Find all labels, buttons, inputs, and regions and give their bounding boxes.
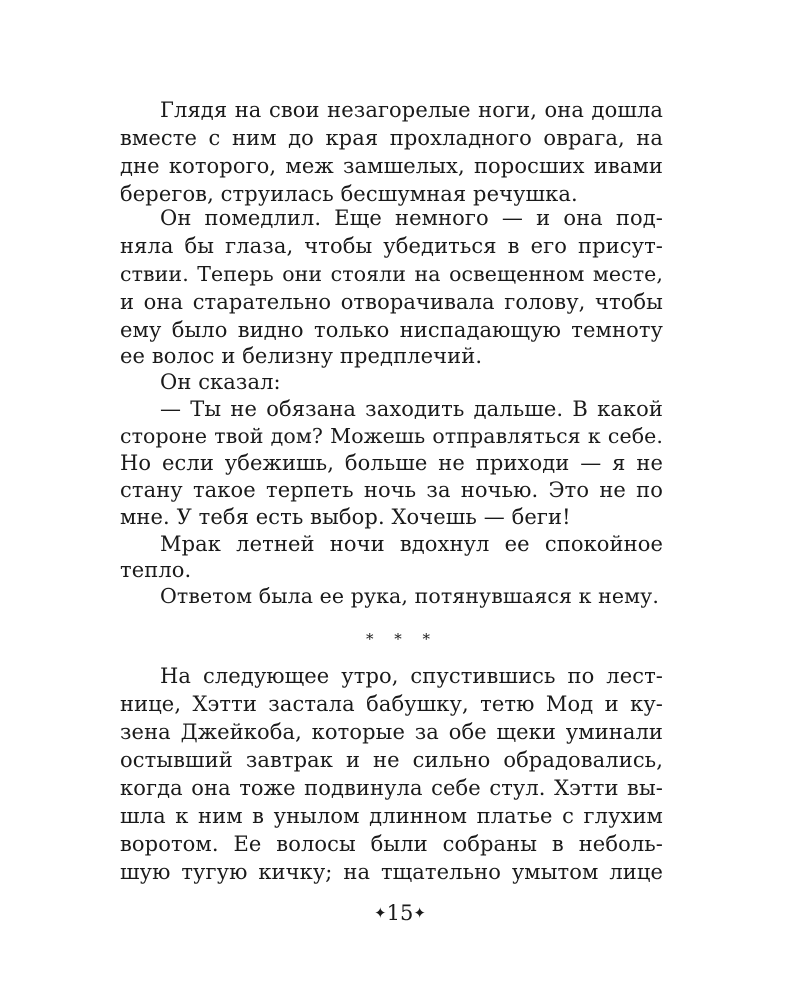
- section-separator: * * *: [365, 630, 435, 648]
- text-line: зена Джейкоба, которые за обе щеки уминали: [120, 720, 663, 744]
- text-line: берегов, струилась бесшумная речушка.: [120, 182, 578, 206]
- ornament-right-icon: ✦: [413, 904, 426, 922]
- text-line: дне которого, меж замшелых, поросших ивами: [120, 154, 663, 178]
- text-line: и она старательно отворачивала голову, чтобы: [120, 290, 663, 314]
- text-line: воротом. Ее волосы были собраны в неболь-: [120, 832, 663, 856]
- ornament-left-icon: ✦: [374, 904, 387, 922]
- text-line: тепло.: [120, 558, 192, 582]
- text-line: ему было видно только ниспадающую темноту: [120, 318, 663, 342]
- text-line: мне. У тебя есть выбор. Хочешь — беги!: [120, 505, 571, 529]
- text-line: Глядя на свои незагорелые ноги, она дошла: [160, 98, 663, 122]
- text-line: Он сказал:: [160, 370, 281, 394]
- text-line: На следующее утро, спустившись по лест-: [160, 664, 663, 688]
- text-line: стану такое терпеть ночь за ночью. Это не по: [120, 478, 663, 502]
- text-line: остывший завтрак и не сильно обрадовались,: [120, 748, 663, 772]
- text-line: — Ты не обязана заходить дальше. В какой: [160, 397, 663, 421]
- text-line: ее волос и белизну предплечий.: [120, 344, 483, 368]
- text-line: Ответом была ее рука, потянувшаяся к нему.: [160, 584, 659, 608]
- text-line: няла бы глаза, чтобы убедиться в его присут-: [120, 234, 663, 258]
- text-line: стороне твой дом? Можешь отправляться к себе.: [120, 424, 663, 448]
- text-line: когда она тоже подвинула себе стул. Хэтти вы-: [120, 776, 663, 800]
- text-line: Но если убежишь, больше не приходи — я не: [120, 451, 663, 475]
- text-line: Он помедлил. Еще немного — и она под-: [160, 206, 663, 230]
- page-number-value: 15: [386, 901, 414, 925]
- text-line: нице, Хэтти застала бабушку, тетю Мод и ку-: [120, 692, 663, 716]
- text-line: Мрак летней ночи вдохнул ее спокойное: [160, 532, 663, 556]
- text-line: ствии. Теперь они стояли на освещенном месте,: [120, 262, 663, 286]
- text-line: шую тугую кичку; на тщательно умытом лице: [120, 860, 663, 884]
- text-line: вместе с ним до края прохладного оврага, на: [120, 126, 663, 150]
- text-line: шла к ним в унылом длинном платье с глухим: [120, 804, 663, 828]
- page-number: [0, 897, 800, 929]
